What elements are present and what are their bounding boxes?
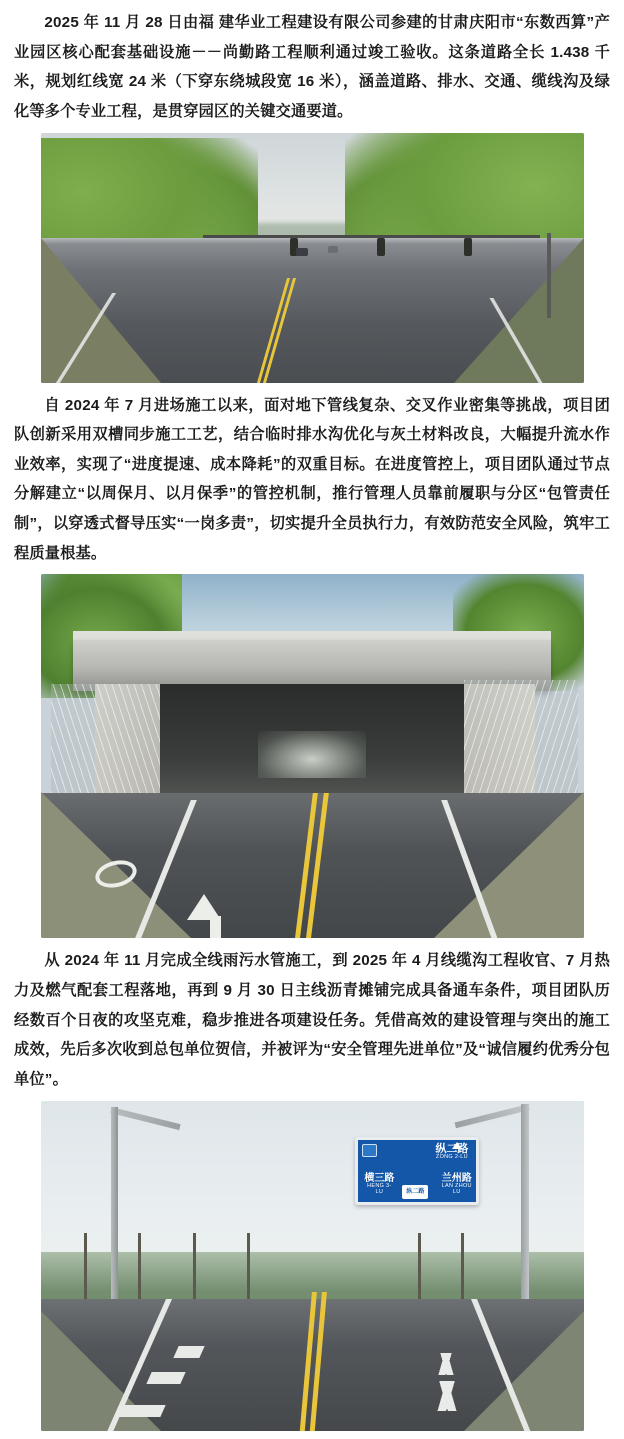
sign-left-pinyin: HENG 3-LU [367, 1183, 392, 1196]
photo-road-with-sign [41, 1101, 584, 1431]
sign-badge-icon [362, 1144, 377, 1157]
paragraph-3: 从 2024 年 11 月完成全线雨污水管施工，到 2025 年 4 月线缆沟工程收官、7 月热力及燃气配套工程落地，再到 9 月 30 日主线沥青摊铺完成具备通车条件，项目团队历经数百个日夜的攻坚克难，稳步推进各项建设任务。凭借高效的建设管理与突出的施工成效，先后多次收到总包单位贺信，并被评为“安全管理先进单位”及“诚信履约优秀分包单位”。 [14, 952, 610, 1088]
photo2-left-mesh-fence [51, 684, 160, 793]
photo1-signal-gantry [203, 235, 540, 238]
figure-road-with-sign [14, 1101, 610, 1431]
sign-right-pinyin: LAN ZHOU LU [441, 1183, 472, 1196]
sign-right-cn: 兰州路 [441, 1172, 472, 1184]
sign-top-destination [435, 1144, 468, 1161]
photo3-right-light-pole [521, 1104, 529, 1322]
paragraph-2: 自 2024 年 7 月进场施工以来，面对地下管线复杂、交叉作业密集等挑战，项目团队创新采用双槽同步施工工艺，结合临时排水沟优化与灰土材料改良，大幅提升流水作业效率，实现了“进度提速、成本降耗”的双重目标。在进度管控上，项目团队通过节点分解建立“以周保月、以月保季”的管控机制，推行管理人员靠前履职与分区“包管责任制”，以穿透式督导压实“一岗多责”，切实提升全员执行力，有效防范安全风险，筑牢工程质量根基。 [14, 396, 610, 562]
sign-top-cn: 纵二路 [435, 1142, 469, 1155]
photo2-right-shoulder [434, 792, 584, 938]
photo3-chevron-marking-1 [408, 1381, 486, 1411]
photo-tree-lined-road [41, 133, 584, 383]
photo1-vehicle-1 [296, 248, 308, 256]
photo3-chevron-marking-2 [417, 1353, 475, 1375]
photo3-right-shoulder [464, 1311, 584, 1431]
photo1-vehicle-2 [328, 246, 338, 253]
direction-sign [355, 1137, 479, 1205]
photo1-traffic-light-3 [464, 238, 472, 256]
photo1-traffic-light-2 [377, 238, 385, 256]
sign-route-shield: 纵二路 [402, 1185, 428, 1199]
photo2-underpass-far-light [258, 731, 367, 778]
photo-underpass [41, 574, 584, 938]
paragraph-1: 2025 年 11 月 28 日由福 建华业工程建设有限公司参建的甘肃庆阳市“东数西算”产业园区核心配套基础设施－－尚勤路工程顺利通过竣工验收。这条道路全长 1.438 千米，规划红线宽 24 米（下穿东绕城段宽 16 米），涵盖道路、排水、交通、缆线沟及绿化等多个专业工程，是贯穿园区的关键交通要道。 [14, 14, 610, 120]
photo2-right-mesh-fence [464, 680, 578, 796]
figure-underpass [14, 574, 610, 938]
photo3-crosswalk-dash [146, 1372, 185, 1384]
sign-right-destination [437, 1174, 476, 1196]
figure-tree-lined-road [14, 133, 610, 383]
sign-left-destination [363, 1174, 395, 1196]
photo1-signal-pole [547, 233, 551, 318]
photo3-crosswalk-dash [114, 1405, 165, 1417]
sign-left-cn: 横三路 [364, 1172, 395, 1184]
photo2-straight-arrow-marking [187, 894, 221, 920]
photo3-left-light-pole [111, 1107, 118, 1318]
photo1-right-verge [454, 238, 584, 383]
sign-top-pinyin: ZONG 2-LU [435, 1154, 468, 1161]
